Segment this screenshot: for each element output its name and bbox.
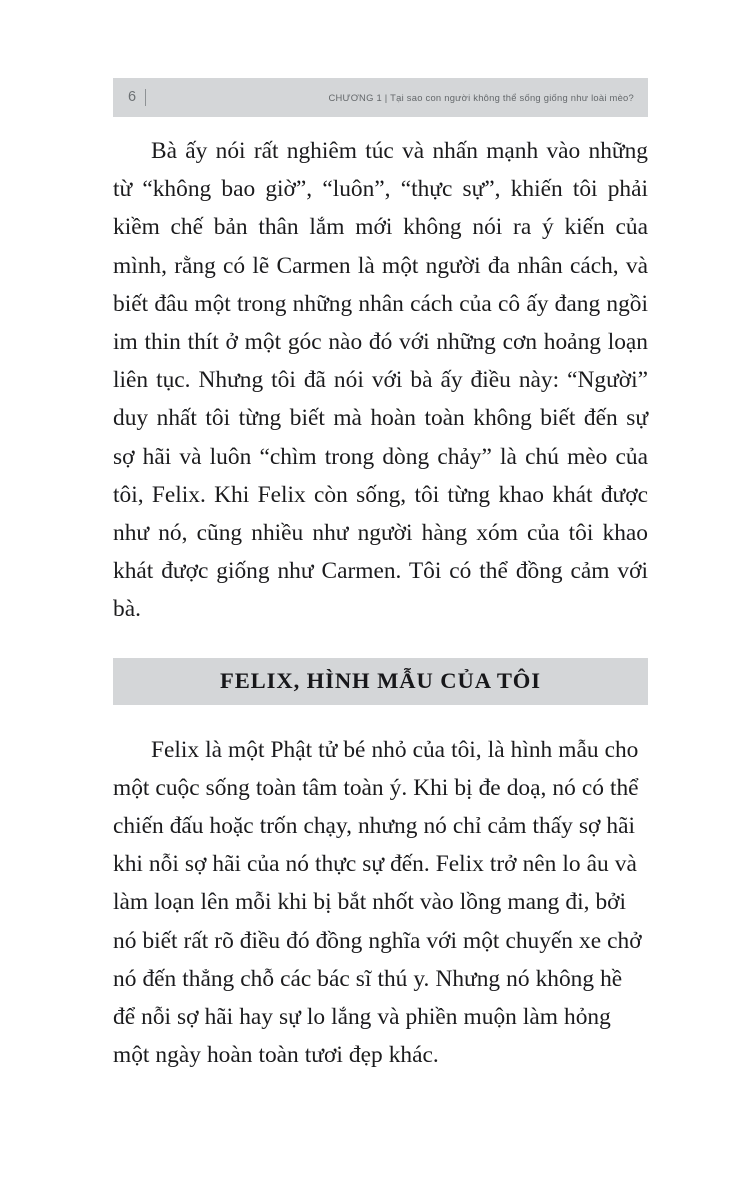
paragraph-1: Bà ấy nói rất nghiêm túc và nhấn mạnh vào những từ “không bao giờ”, “luôn”, “thực sự”, khiến tôi phải kiềm chế bản thân lắm mới không nói ra ý kiến của mình, rằng có lẽ Carmen là một người đa nhân cách, và biết đâu một trong những nhân cách của cô ấy đang ngồi im thin thít ở một góc nào đó với những cơn hoảng loạn liên tục. Nhưng tôi đã nói với bà ấy điều này: “Người” duy nhất tôi từng biết mà hoàn toàn không biết đến sự sợ hãi và luôn “chìm trong dòng chảy” là chú mèo của tôi, Felix. Khi Felix còn sống, tôi từng khao khát được như nó, cũng nhiều như người hàng xóm của tôi khao khát được giống như Carmen. Tôi có thể đồng cảm với bà. (113, 138, 648, 623)
running-header (113, 78, 648, 117)
folio-group (128, 89, 146, 106)
section-heading-text: FELIX, HÌNH MẪU CỦA TÔI (220, 667, 541, 693)
chapter-title: CHƯƠNG 1 | Tại sao con người không thể sống giống như loài mèo? (328, 92, 634, 103)
section-heading-band (113, 658, 648, 705)
page-number: 6 (128, 89, 137, 106)
page-content (113, 132, 648, 1074)
paragraph-2: Felix là một Phật tử bé nhỏ của tôi, là hình mẫu cho một cuộc sống toàn tâm toàn ý. Khi bị đe doạ, nó có thể chiến đấu hoặc trốn chạy, nhưng nó chỉ cảm thấy sợ hãi khi nỗi sợ hãi của nó thực sự đến. Felix trở nên lo âu và làm loạn lên mỗi khi bị bắt nhốt vào lồng mang đi, bởi nó biết rất rõ điều đó đồng nghĩa với một chuyến xe chở nó đến thẳng chỗ các bác sĩ thú y. Nhưng nó không hề để nỗi sợ hãi hay sự lo lắng và phiền muộn làm hỏng một ngày hoàn toàn tươi đẹp khác. (113, 736, 642, 1069)
